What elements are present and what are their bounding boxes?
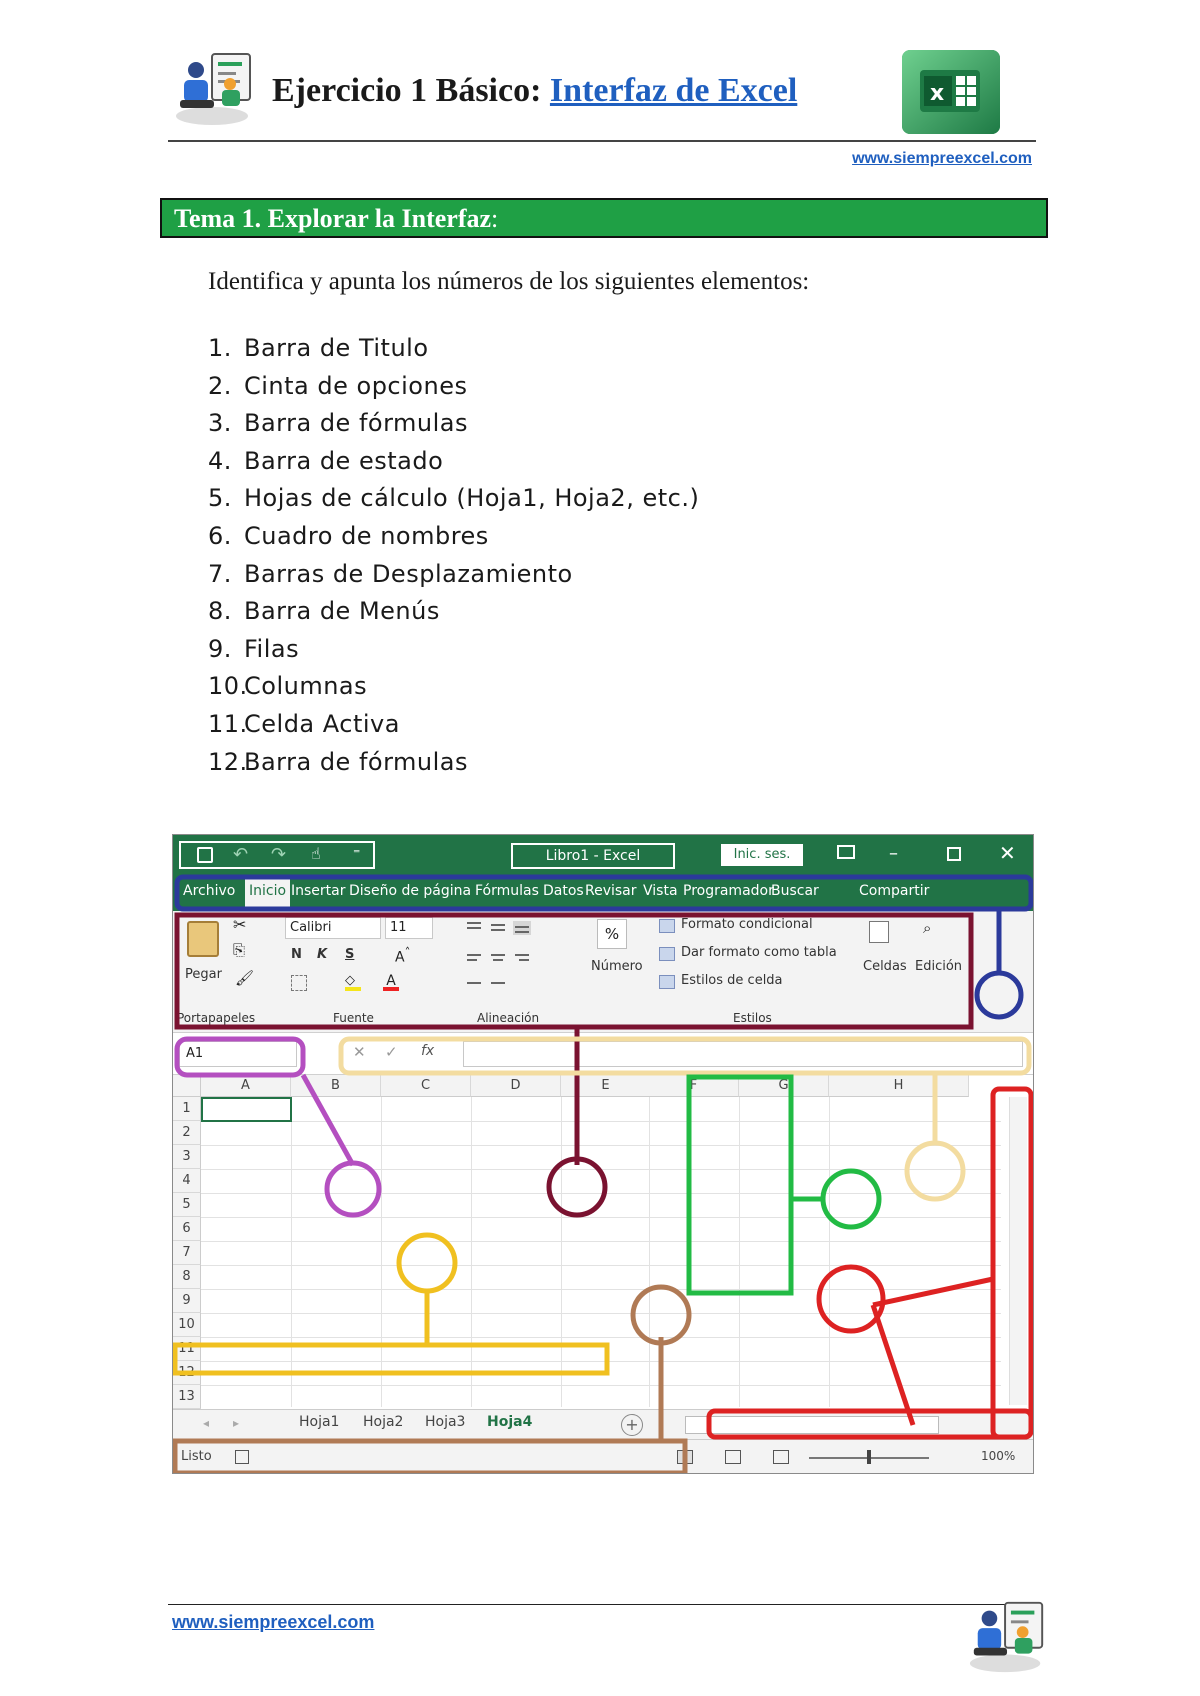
menu-item-revisar[interactable]: Revisar: [585, 883, 637, 899]
list-item: [208, 330, 699, 368]
ribbon-callout-circle: [549, 1159, 605, 1215]
sheet-tab-hoja4[interactable]: Hoja4: [487, 1414, 533, 1430]
svg-text:x: x: [930, 81, 945, 106]
menu-item-insertar[interactable]: Insertar: [291, 883, 346, 899]
list-item-label: Barra de fórmulas: [244, 409, 468, 438]
excel-logo: [900, 48, 1002, 136]
customize-qat-icon[interactable]: ⁼: [353, 846, 361, 862]
paste-button[interactable]: Pegar: [185, 967, 222, 982]
column-header[interactable]: G: [739, 1075, 829, 1097]
site-link-top[interactable]: www.siempreexcel.com: [852, 150, 1032, 167]
row-header[interactable]: 9: [173, 1289, 201, 1313]
list-item: [208, 556, 699, 594]
list-item: [208, 593, 699, 631]
ribbon-callout-box: [177, 915, 971, 1027]
cond-format-button[interactable]: Formato condicional: [681, 917, 813, 932]
column-callout-box: [689, 1077, 791, 1293]
menu-item-programador[interactable]: Programador: [683, 883, 774, 899]
sheet-nav-right-icon[interactable]: ▸: [233, 1416, 240, 1430]
row-header[interactable]: 1: [173, 1097, 201, 1121]
formula-bar-callout-circle: [907, 1143, 963, 1199]
menu-item-dise-o-de-p-gina[interactable]: Diseño de página: [349, 883, 472, 899]
status-text: Listo: [181, 1449, 212, 1464]
menu-bar-callout-box: [177, 877, 1031, 909]
cut-icon[interactable]: ✂: [233, 915, 247, 934]
column-callout-circle: [823, 1171, 879, 1227]
touch-mode-icon[interactable]: ☝: [311, 844, 321, 863]
list-item: [208, 706, 699, 744]
column-header[interactable]: A: [201, 1075, 291, 1097]
menu-item-archivo[interactable]: Archivo: [183, 883, 236, 899]
footer-rule: [168, 1604, 1036, 1605]
list-item-label: Cuadro de nombres: [244, 521, 489, 550]
list-item: [208, 631, 699, 669]
excel-screenshot: [172, 834, 1034, 1474]
row-header[interactable]: 5: [173, 1193, 201, 1217]
insert-function-icon[interactable]: fx: [421, 1043, 435, 1059]
menu-item-buscar[interactable]: Buscar: [771, 883, 819, 899]
annotation-overlay: [173, 835, 1034, 1474]
menu-item-compartir[interactable]: Compartir: [859, 883, 930, 899]
menu-item-datos[interactable]: Datos: [543, 883, 584, 899]
format-painter-icon[interactable]: 🖌: [235, 969, 255, 987]
menu-bar-callout-circle: [977, 973, 1021, 1017]
site-link-bottom[interactable]: www.siempreexcel.com: [172, 1612, 375, 1632]
font-color-icon[interactable]: A: [383, 973, 399, 991]
list-item-label: Barra de Menús: [244, 597, 440, 626]
row-header[interactable]: 3: [173, 1145, 201, 1169]
list-item: [208, 668, 699, 706]
list-item-label: Filas: [244, 634, 300, 663]
minimize-icon[interactable]: –: [889, 843, 898, 864]
menu-item-inicio[interactable]: Inicio: [245, 879, 290, 907]
column-header[interactable]: F: [649, 1075, 739, 1097]
close-icon[interactable]: ✕: [999, 841, 1016, 865]
element-list: [208, 330, 699, 781]
row-header[interactable]: 7: [173, 1241, 201, 1265]
sheet-tab-hoja3[interactable]: Hoja3: [425, 1414, 466, 1430]
editing-button[interactable]: Edición: [915, 959, 963, 974]
column-header[interactable]: D: [471, 1075, 561, 1097]
list-item-label: Barra de fórmulas: [244, 747, 468, 776]
list-item-label: Barras de Desplazamiento: [244, 559, 573, 588]
title-prefix: Ejercicio 1 Básico:: [272, 72, 550, 109]
row-header[interactable]: 4: [173, 1169, 201, 1193]
cell-styles-button[interactable]: Estilos de celda: [681, 973, 783, 988]
undo-icon[interactable]: ↶: [233, 844, 249, 865]
list-item-label: Barra de Titulo: [244, 334, 429, 362]
font-name-select[interactable]: Calibri: [285, 917, 381, 939]
name-box[interactable]: A1: [179, 1041, 297, 1067]
column-header[interactable]: H: [829, 1075, 969, 1097]
row-callout-box: [175, 1345, 607, 1373]
list-item-label: Hojas de cálculo (Hoja1, Hoja2, etc.): [244, 484, 700, 513]
font-size-select[interactable]: 11: [385, 917, 433, 939]
italic-button[interactable]: K: [317, 947, 328, 962]
scrollbar-callout-box-horizontal: [709, 1411, 1031, 1437]
section-heading: [160, 198, 1048, 238]
list-item: [208, 480, 699, 518]
number-button[interactable]: Número: [591, 959, 643, 974]
cancel-icon[interactable]: ✕: [353, 1043, 366, 1061]
list-item-number: 10.: [208, 672, 248, 701]
scrollbar-callout-box-vertical: [993, 1089, 1031, 1437]
row-header[interactable]: 10: [173, 1313, 201, 1337]
menu-item-vista[interactable]: Vista: [643, 883, 678, 899]
row-callout-circle: [399, 1235, 455, 1291]
list-item-number: 6.: [208, 521, 232, 550]
sheet-tab-hoja1[interactable]: Hoja1: [299, 1414, 340, 1430]
name-box-callout-box: [177, 1039, 303, 1075]
list-item: [208, 744, 699, 782]
status-bar-callout-circle: [633, 1287, 689, 1343]
font-grow-icon[interactable]: A˄: [395, 945, 411, 966]
list-item-number: 7.: [208, 559, 232, 588]
sign-in-button[interactable]: Inic. ses.: [721, 844, 803, 866]
column-header[interactable]: E: [561, 1075, 651, 1097]
name-box-callout-circle: [327, 1163, 379, 1215]
list-item-number: 12.: [208, 747, 248, 776]
list-item-number: 5.: [208, 484, 232, 513]
section-heading-colon: :: [491, 204, 499, 233]
add-sheet-icon[interactable]: +: [621, 1414, 643, 1436]
list-item-number: 11.: [208, 709, 248, 738]
sheet-tab-hoja2[interactable]: Hoja2: [363, 1414, 404, 1430]
menu-item-f-rmulas[interactable]: Fórmulas: [475, 883, 539, 899]
copy-icon[interactable]: ⎘: [233, 941, 246, 959]
intro-text: Identifica y apunta los números de los siguientes elementos:: [208, 268, 810, 295]
section-heading-text: Tema 1. Explorar la Interfaz: [174, 204, 492, 233]
window-title: Libro1 - Excel: [511, 843, 675, 869]
status-bar-callout-box: [175, 1441, 685, 1473]
column-header[interactable]: B: [291, 1075, 381, 1097]
bold-button[interactable]: N: [291, 947, 302, 962]
title-link[interactable]: Interfaz de Excel: [549, 72, 798, 109]
search-icon[interactable]: ⌕: [923, 919, 932, 937]
list-item-label: Cinta de opciones: [244, 371, 468, 400]
underline-button[interactable]: S: [345, 947, 355, 962]
list-item-label: Columnas: [244, 672, 368, 701]
list-item-label: Celda Activa: [244, 709, 400, 738]
list-item-number: 1.: [208, 334, 232, 362]
column-header[interactable]: C: [381, 1075, 471, 1097]
page-title: [272, 72, 797, 110]
row-header[interactable]: 8: [173, 1265, 201, 1289]
row-header[interactable]: 2: [173, 1121, 201, 1145]
list-item-number: 8.: [208, 597, 232, 626]
list-item-label: Barra de estado: [244, 446, 444, 475]
zoom-level: 100%: [981, 1449, 1016, 1463]
list-item: [208, 518, 699, 556]
row-header[interactable]: 11: [173, 1337, 201, 1361]
list-item-number: 3.: [208, 409, 232, 438]
enter-icon[interactable]: ✓: [385, 1043, 398, 1061]
group-align: Alineación: [477, 1011, 540, 1025]
header-logo-left: [172, 48, 258, 128]
list-item-number: 2.: [208, 371, 232, 400]
cells-button[interactable]: Celdas: [863, 959, 907, 974]
row-header[interactable]: 6: [173, 1217, 201, 1241]
list-item-number: 4.: [208, 446, 232, 475]
group-clipboard: Portapapeles: [177, 1011, 256, 1025]
percent-icon[interactable]: %: [597, 919, 627, 949]
row-header[interactable]: 13: [173, 1385, 201, 1409]
sheet-nav-left-icon[interactable]: ◂: [203, 1416, 210, 1430]
fill-color-icon[interactable]: ◇: [345, 973, 361, 991]
group-styles: Estilos: [733, 1011, 772, 1025]
group-font: Fuente: [333, 1011, 374, 1025]
scrollbar-callout-circle: [819, 1267, 883, 1331]
formula-bar-callout-box: [341, 1039, 1029, 1073]
redo-icon[interactable]: ↷: [271, 844, 287, 865]
list-item: [208, 405, 699, 443]
row-header[interactable]: 12: [173, 1361, 201, 1385]
footer-logo: [966, 1596, 1050, 1676]
header-rule: [168, 140, 1036, 142]
table-format-button[interactable]: Dar formato como tabla: [681, 945, 837, 960]
list-item: [208, 443, 699, 481]
list-item: [208, 368, 699, 406]
list-item-number: 9.: [208, 634, 232, 663]
